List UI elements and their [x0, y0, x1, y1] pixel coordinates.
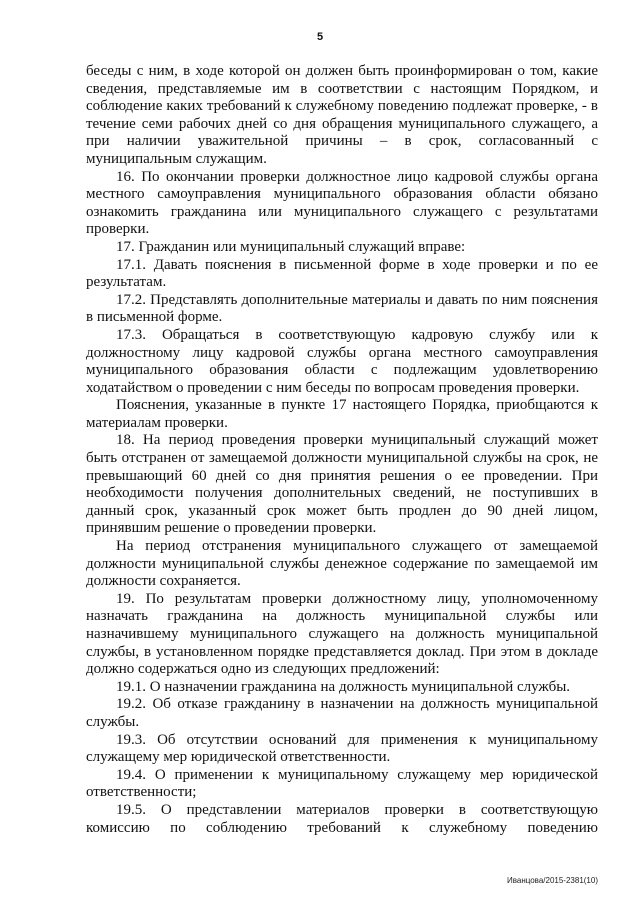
document-body: [86, 63, 598, 837]
paragraph-19-2: 19.2. Об отказе гражданину в назначении на должность муниципальной службы.: [86, 696, 598, 730]
page-number: 5: [316, 31, 324, 43]
paragraph-16: 16. По окончании проверки должностное лицо кадровой службы органа местного самоуправления муниципального образования области обязано ознакомить гражданина или муниципального служащего с результатами проверки.: [86, 168, 598, 238]
paragraph-19-4: 19.4. О применении к муниципальному служащему мер юридической ответственности;: [86, 766, 598, 801]
paragraph-17-1: 17.1. Давать пояснения в письменной форме в ходе проверки и по ее результатам.: [86, 256, 598, 291]
paragraph-17-3: 17.3. Обращаться в соответствующую кадровую службу или к должностному лицу кадровой службы органа местного самоуправления муниципального образования области с подлежащим удовлетворению ходатайством о проведении с ним беседы по вопросам проведения проверки.: [86, 326, 598, 396]
paragraph-continuation: беседы с ним, в ходе которой он должен быть проинформирован о том, какие сведения, представляемые им в соответствии с настоящим Порядком, и соблюдение каких требований к служебному поведению подлежат проверке, - в течение семи рабочих дней со дня обращения муниципального служащего, а при наличии уважительной причины – в срок, согласованный с муниципальным служащим.: [86, 63, 598, 167]
paragraph-17: 17. Гражданин или муниципальный служащий вправе:: [116, 238, 466, 255]
paragraph-19-1: 19.1. О назначении гражданина на должность муниципальной службы.: [116, 678, 571, 695]
paragraph-18: 18. На период проведения проверки муниципальный служащий может быть отстранен от замещаемой должности муниципальной службы на срок, не превышающий 60 дней со дня принятия решения о ее проведении. При необходимости получения дополнительных сведений, не поступивших в данный срок, указанный срок может быть продлен до 90 дней лицом, принявшим решение о проведении проверки.: [86, 432, 598, 537]
paragraph-17-note: Пояснения, указанные в пункте 17 настоящего Порядка, приобщаются к материалам проверки.: [86, 397, 598, 431]
paragraph-19: 19. По результатам проверки должностному лицу, уполномоченному назначать гражданина на должность муниципальной службы или назначившему муниципального служащего на должность муниципальной службы, в установленном порядке представляется доклад. При этом в докладе должно содержаться одно из следующих предложений:: [86, 590, 598, 678]
footer-stamp: Иванцова/2015-2381(10): [506, 876, 598, 885]
paragraph-17-2: 17.2. Представлять дополнительные материалы и давать по ним пояснения в письменной форме.: [86, 291, 598, 326]
paragraph-19-5: 19.5. О представлении материалов проверки в соответствующую комиссию по соблюдению требований к служебному поведению: [86, 801, 598, 836]
paragraph-18-note: На период отстранения муниципального служащего от замещаемой должности муниципальной службы денежное содержание по замещаемой им должности сохраняется.: [86, 538, 598, 590]
paragraph-19-3: 19.3. Об отсутствии оснований для применения к муниципальному служащему мер юридической ответственности.: [86, 731, 598, 766]
